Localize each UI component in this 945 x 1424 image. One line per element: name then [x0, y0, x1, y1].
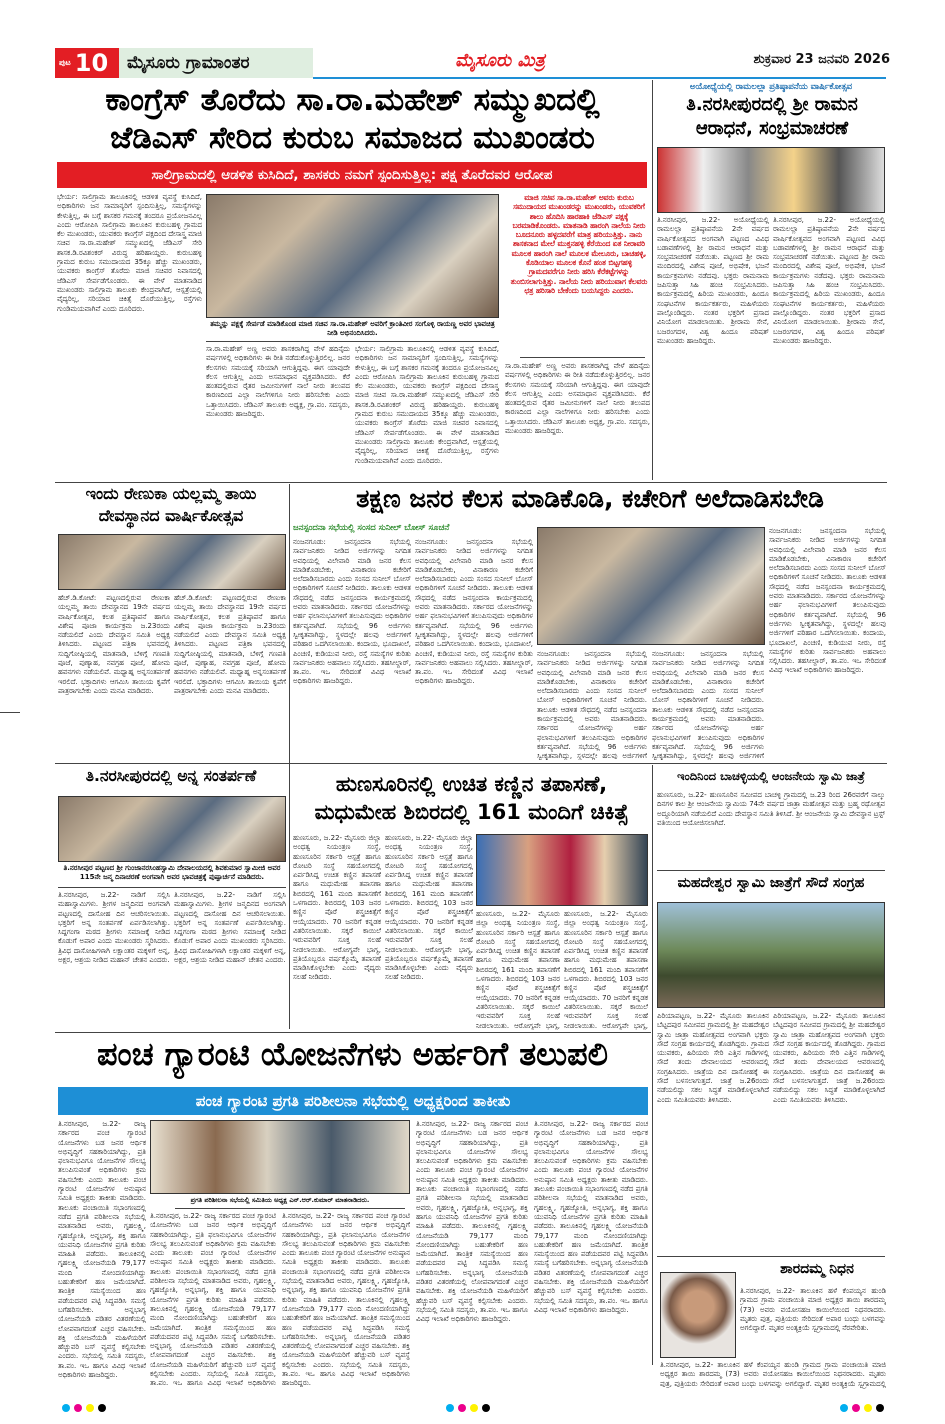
mahadeshwara-headline: ಮಹದೇಶ್ವರ ಸ್ವಾಮಿ ಜಾತ್ರೆಗೆ ಸೌದೆ ಸಂಗ್ರಹ [677, 876, 865, 891]
lead-photo-caption: ತಮ್ಮನ್ನು ಪಕ್ಷಕ್ಕೆ ಸೇರ್ಪಡೆ ಮಾಡಿಕೊಂಡ ಮಾಜಿ ಸಚಿವ ಸಾ.ರಾ.ಮಹೇಶ್ ಅವರಿಗೆ ಕ್ರಾಂತಿವೀರ ಸಂಗೊಳ್ಳಿ ರಾಯಣ್ಣ ಅವರ ಭಾವಚಿತ್ರ ನೀಡಿ ಅಭಿನಂದಿಸಿದರು. [210, 320, 495, 337]
obituary-body: ತಿ.ನರಸೀಪುರ, ಜ.22- ತಾಲೂಕಿನ ಹಳೆ ಕೆಂಪಯ್ಯನ ಹುಂಡಿ ಗ್ರಾಮದ ಗ್ರಾಮ ಪಂಚಾಯಿತಿ ಮಾಜಿ ಅಧ್ಯಕ್ಷರ ತಾಯಿ ಶಾರದಮ್ಮ (73) ಅವರು ವಯೋಸಹಜ ಕಾಯಿಲೆಯಿಂದ ನಿಧನರಾದರು. ಮೃತರು ಪುತ್ರ, ಪುತ್ರಿಯರು ಸೇರಿದಂತೆ ಅಪಾರ ಬಂಧು ಬಳಗವನ್ನು ಅಗಲಿದ್ದಾರೆ. ಮೃತರ ಅಂತ್ಯಕ್ರಿಯೆ ಸ್ವಗ್ರಾಮದಲ್ಲಿ ನೆರವೇರಿತು. [740, 1287, 886, 1333]
janaspandana-headline: ತಕ್ಷಣ ಜನರ ಕೆಲಸ ಮಾಡಿಕೊಡಿ, ಕಚೇರಿಗೆ ಅಲೆದಾಡಿಸಬೇಡಿ [356, 486, 824, 513]
hunsur-photo [476, 834, 648, 906]
guarantee-body-col5: ತಿ.ನರಸೀಪುರ, ಜ.22- ರಾಜ್ಯ ಸರ್ಕಾರದ ಪಂಚ ಗ್ಯಾರಂಟಿ ಯೋಜನೆಗಳು ಬಡ ಜನರ ಆರ್ಥಿಕ ಅಭಿವೃದ್ಧಿಗೆ ಸಹಕಾರಿಯಾಗಿದ್ದು, ಪ್ರತಿ ಫಲಾನುಭವಿಗೂ ಯೋಜನೆಗಳ ಸೌಲಭ್ಯ ತಲುಪಿಸುವಂತೆ ಅಧಿಕಾರಿಗಳು ಕ್ರಮ ವಹಿಸಬೇಕು ಎಂದು ತಾಲೂಕು ಪಂಚ ಗ್ಯಾರಂಟಿ ಯೋಜನೆಗಳ ಅನುಷ್ಠಾನ ಸಮಿತಿ ಅಧ್ಯಕ್ಷರು ತಾಕೀತು ಮಾಡಿದರು. ತಾಲೂಕು ಪಂಚಾಯಿತಿ ಸಭಾಂಗಣದಲ್ಲಿ ನಡೆದ ಪ್ರಗತಿ ಪರಿಶೀಲನಾ ಸಭೆಯಲ್ಲಿ ಮಾತನಾಡಿದ ಅವರು, ಗೃಹಲಕ್ಷ್ಮಿ, ಗೃಹಜ್ಯೋತಿ, ಅನ್ನಭಾಗ್ಯ, ಶಕ್ತಿ ಹಾಗೂ ಯುವನಿಧಿ ಯೋಜನೆಗಳ ಪ್ರಗತಿ ಕುರಿತು ಮಾಹಿತಿ ಪಡೆದರು. ತಾಲೂಕಿನಲ್ಲಿ ಗೃಹಲಕ್ಷ್ಮಿ ಯೋಜನೆಯಡಿ 79,177 ಮಂದಿ ನೋಂದಣಿಯಾಗಿದ್ದು ಬಹುತೇಕರಿಗೆ ಹಣ ಜಮೆಯಾಗಿದೆ. ತಾಂತ್ರಿಕ ಸಮಸ್ಯೆಯಿಂದ ಹಣ ಪಡೆಯದವರ ಪಟ್ಟಿ ಸಿದ್ಧಪಡಿಸಿ ಸಮಸ್ಯೆ ಬಗೆಹರಿಸಬೇಕು. ಅನ್ನಭಾಗ್ಯ ಯೋಜನೆಯಡಿ ಪಡಿತರ ವಿತರಣೆಯಲ್ಲಿ ಲೋಪವಾಗದಂತೆ ಎಚ್ಚರ ವಹಿಸಬೇಕು. ಶಕ್ತಿ ಯೋಜನೆಯಡಿ ಮಹಿಳೆಯರಿಗೆ ಹೆಚ್ಚುವರಿ ಬಸ್ ವ್ಯವಸ್ಥೆ ಕಲ್ಪಿಸಬೇಕು ಎಂದರು. ಸಭೆಯಲ್ಲಿ ಸಮಿತಿ ಸದಸ್ಯರು, ತಾ.ಪಂ. ಇಒ ಹಾಗೂ ವಿವಿಧ ಇಲಾಖೆ ಅಧಿಕಾರಿಗಳು ಹಾಜರಿದ್ದರು. [534, 1120, 648, 1314]
color-mark [74, 1404, 82, 1412]
obituary-headline: ಶಾರದಮ್ಮ ನಿಧನ [780, 1262, 854, 1277]
obituary-body-cont: ತಿ.ನರಸೀಪುರ, ಜ.22- ತಾಲೂಕಿನ ಹಳೆ ಕೆಂಪಯ್ಯನ ಹುಂಡಿ ಗ್ರಾಮದ ಗ್ರಾಮ ಪಂಚಾಯಿತಿ ಮಾಜಿ ಅಧ್ಯಕ್ಷರ ತಾಯಿ ಶಾರದಮ್ಮ (73) ಅವರು ವಯೋಸಹಜ ಕಾಯಿಲೆಯಿಂದ ನಿಧನರಾದರು. ಮೃತರು ಪುತ್ರ, ಪುತ್ರಿಯರು ಸೇರಿದಂತೆ ಅಪಾರ ಬಂಧು ಬಳಗವನ್ನು ಅಗಲಿದ್ದಾರೆ. ಮೃತರ ಅಂತ್ಯಕ್ರಿಯೆ ಸ್ವಗ್ರಾಮದಲ್ಲಿ [660, 1361, 886, 1388]
anna-headline: ತಿ.ನರಸೀಪುರದಲ್ಲಿ ಅನ್ನ ಸಂತರ್ಪಣೆ [85, 768, 257, 785]
renuka-photo [58, 534, 286, 590]
rama-headline-2: ಆರಾಧನೆ, ಸಂಭ್ರಮಾಚರಣೆ [695, 120, 849, 139]
renuka-headline-2: ದೇವಸ್ಥಾನದ ವಾರ್ಷಿಕೋತ್ಸವ [98, 508, 244, 525]
anna-body-col1: ತಿ.ನರಸೀಪುರ, ಜ.22- ನಾಡಿಗೆ ಸಲ್ಲಿಸಿ ಮಹಾಸ್ವಾಮಿಗಳು. ಶ್ರೀಗಳ ಜನ್ಮದಿನದ ಅಂಗವಾಗಿ ಪಟ್ಟಣದಲ್ಲಿ ದಾಸೋಹ ದಿನ ಆಚರಿಸಲಾಯಿತು. ಭಕ್ತರಿಗೆ ಅನ್ನ ಸಂತರ್ಪಣೆ ಏರ್ಪಡಿಸಲಾಗಿತ್ತು. ಸಿದ್ದಗಂಗಾ ಮಠದ ಶ್ರೀಗಳು ಸಮಾಜಕ್ಕೆ ನೀಡಿದ ಕೊಡುಗೆ ಅಪಾರ ಎಂದು ಮುಖಂಡರು ಸ್ಮರಿಸಿದರು. ತ್ರಿವಿಧ ದಾಸೋಹಿಗಳಾಗಿ ಲಕ್ಷಾಂತರ ಮಕ್ಕಳಿಗೆ ಅನ್ನ, ಅಕ್ಷರ, ಆಶ್ರಯ ನೀಡಿದ ಮಹಾನ್ ಚೇತನ ಎಂದರು. [58, 891, 170, 965]
page-number: 10 [74, 49, 109, 77]
guarantee-photo [150, 1120, 410, 1194]
lead-body-col3: ಭೇರ್ಯ: ಸಾಲಿಗ್ರಾಮ ತಾಲೂಕಿನಲ್ಲಿ ಆಡಳಿತ ವ್ಯವಸ್ಥೆ ಕುಸಿದಿದೆ, ಅಧಿಕಾರಿಗಳು ಜನ ಸಾಮಾನ್ಯರಿಗೆ ಸ್ಪಂದಿಸುತ್ತಿಲ್ಲ, ಸಮಸ್ಯೆಗಳನ್ನು ಕೇಳುತ್ತಿಲ್ಲ, ಈ ಬಗ್ಗೆ ಶಾಸಕರ ಗಮನಕ್ಕೆ ತಂದರೂ ಪ್ರಯೋಜನವಿಲ್ಲ ಎಂದು ಆರೋಪಿಸಿ ಸಾಲಿಗ್ರಾಮ ತಾಲೂಕಿನ ಕುರುಬಹಳ್ಳಿ ಗ್ರಾಮದ ಕೆಲ ಮುಖಂಡರು, ಯುವಕರು ಕಾಂಗ್ರೆಸ್ ಪಕ್ಷದಿಂದ ದೇಸಾಸ್ತ್ರ ಮಾಜಿ ಸಚಿವ ಸಾ.ರಾ.ಮಹೇಶ್ ಸಮ್ಮುಖದಲ್ಲಿ ಜೆಡಿಎಸ್ ಸೇರಿ ಶಾಸಕ.ಡಿ.ರವಿಶಂಕರ್ ವಿರುದ್ಧ ಹರಿಹಾಯ್ದರು. ಕುರುಬಹಳ್ಳಿ ಗ್ರಾಮದ ಕುರುಬ ಸಮುದಾಯದ 35ಕ್ಕೂ ಹೆಚ್ಚು ಮುಖಂಡರು, ಯುವಕರು ಕಾಂಗ್ರೆಸ್ ತೊರೆದು ಮಾಜಿ ಸಚಿವರ ನಿವಾಸದಲ್ಲಿ ಜೆಡಿಎಸ್ ಸೇರ್ಪಡೆಗೊಂಡರು. ಈ ವೇಳೆ ಮಾತನಾಡಿದ ಮುಖಂಡರು ಸಾಲಿಗ್ರಾಮ ತಾಲೂಕು ಕೇಂದ್ರವಾಗಿದೆ, ಆಸ್ಪತ್ರೆಯಲ್ಲಿ ವೈದ್ಯರಿಲ್ಲ, ಸರಿಯಾದ ಚಿಕಿತ್ಸೆ ದೊರೆಯುತ್ತಿಲ್ಲ, ರಸ್ತೆಗಳು ಗುಂಡಿಮಯವಾಗಿವೆ ಎಂದು ದೂರಿದರು. [355, 345, 499, 465]
anjaneya-headline: ಇಂದಿನಿಂದ ಬಾಚಳ್ಳಿಯಲ್ಲಿ ಆಂಜನೇಯ ಸ್ವಾಮಿ ಜಾತ್ರೆ [677, 770, 865, 783]
lead-headline-2: ಜೆಡಿಎಸ್ ಸೇರಿದ ಕುರುಬ ಸಮಾಜದ ಮುಖಂಡರು [110, 122, 595, 156]
lead-body-col1: ಭೇರ್ಯ: ಸಾಲಿಗ್ರಾಮ ತಾಲೂಕಿನಲ್ಲಿ ಆಡಳಿತ ವ್ಯವಸ್ಥೆ ಕುಸಿದಿದೆ, ಅಧಿಕಾರಿಗಳು ಜನ ಸಾಮಾನ್ಯರಿಗೆ ಸ್ಪಂದಿಸುತ್ತಿಲ್ಲ, ಸಮಸ್ಯೆಗಳನ್ನು ಕೇಳುತ್ತಿಲ್ಲ, ಈ ಬಗ್ಗೆ ಶಾಸಕರ ಗಮನಕ್ಕೆ ತಂದರೂ ಪ್ರಯೋಜನವಿಲ್ಲ ಎಂದು ಆರೋಪಿಸಿ ಸಾಲಿಗ್ರಾಮ ತಾಲೂಕಿನ ಕುರುಬಹಳ್ಳಿ ಗ್ರಾಮದ ಕೆಲ ಮುಖಂಡರು, ಯುವಕರು ಕಾಂಗ್ರೆಸ್ ಪಕ್ಷದಿಂದ ದೇಸಾಸ್ತ್ರ ಮಾಜಿ ಸಚಿವ ಸಾ.ರಾ.ಮಹೇಶ್ ಸಮ್ಮುಖದಲ್ಲಿ ಜೆಡಿಎಸ್ ಸೇರಿ ಶಾಸಕ.ಡಿ.ರವಿಶಂಕರ್ ವಿರುದ್ಧ ಹರಿಹಾಯ್ದರು. ಕುರುಬಹಳ್ಳಿ ಗ್ರಾಮದ ಕುರುಬ ಸಮುದಾಯದ 35ಕ್ಕೂ ಹೆಚ್ಚು ಮುಖಂಡರು, ಯುವಕರು ಕಾಂಗ್ರೆಸ್ ತೊರೆದು ಮಾಜಿ ಸಚಿವರ ನಿವಾಸದಲ್ಲಿ ಜೆಡಿಎಸ್ ಸೇರ್ಪಡೆಗೊಂಡರು. ಈ ವೇಳೆ ಮಾತನಾಡಿದ ಮುಖಂಡರು ಸಾಲಿಗ್ರಾಮ ತಾಲೂಕು ಕೇಂದ್ರವಾಗಿದೆ, ಆಸ್ಪತ್ರೆಯಲ್ಲಿ ವೈದ್ಯರಿಲ್ಲ, ಸರಿಯಾದ ಚಿಕಿತ್ಸೆ ದೊರೆಯುತ್ತಿಲ್ಲ, ರಸ್ತೆಗಳು ಗುಂಡಿಮಯವಾಗಿವೆ ಎಂದು ದೂರಿದರು. [57, 193, 202, 313]
janaspandana-body-col3: ನಂಜನಗೂಡು: ಜನಸ್ಪಂದನಾ ಸಭೆಯಲ್ಲಿ ಸಾರ್ವಜನಿಕರು ನೀಡಿದ ಅರ್ಜಿಗಳನ್ನು ನಿಗದಿತ ಅವಧಿಯಲ್ಲಿ ವಿಲೇವಾರಿ ಮಾಡಿ ಜನರ ಕೆಲಸ ಮಾಡಿಕೊಡಬೇಕು, ವಿನಾಕಾರಣ ಕಚೇರಿಗೆ ಅಲೆದಾಡಿಸಬಾರದು ಎಂದು ಸಂಸದ ಸುನೀಲ್ ಬೋಸ್ ಅಧಿಕಾರಿಗಳಿಗೆ ಸೂಚನೆ ನೀಡಿದರು. ತಾಲೂಕು ಆಡಳಿತ ಸೌಧದಲ್ಲಿ ನಡೆದ ಜನಸ್ಪಂದನಾ ಕಾರ್ಯಕ್ರಮದಲ್ಲಿ ಅವರು ಮಾತನಾಡಿದರು. ಸರ್ಕಾರದ ಯೋಜನೆಗಳನ್ನು ಅರ್ಹ ಫಲಾನುಭವಿಗಳಿಗೆ ತಲುಪಿಸುವುದು ಅಧಿಕಾರಿಗಳ ಕರ್ತವ್ಯವಾಗಿದೆ. ಸಭೆಯಲ್ಲಿ 96 ಅರ್ಜಿಗಳು ಸ್ವೀಕೃತವಾಗಿದ್ದು, ಸ್ಥಳದಲ್ಲೇ ಹಲವು ಅರ್ಜಿಗಳಿಗೆ [537, 650, 647, 760]
renuka-body-col1: ಹೆಚ್.ಡಿ.ಕೋಟೆ: ಪಟ್ಟಣದಲ್ಲಿರುವ ರೇಣುಕಾ ಯಲ್ಲಮ್ಮ ತಾಯಿ ದೇವಸ್ಥಾನದ 19ನೇ ವರ್ಷದ ವಾರ್ಷಿಕೋತ್ಸವ, ಕಲಶ ಪ್ರತಿಷ್ಠಾಪನೆ ಹಾಗೂ ವಿಶೇಷ ಪೂಜಾ ಕಾರ್ಯಕ್ರಮ ಜ.23ರಂದು ನಡೆಯಲಿದೆ ಎಂದು ದೇವಸ್ಥಾನ ಸಮಿತಿ ಅಧ್ಯಕ್ಷ ತಿಳಿಸಿದರು. ಪಟ್ಟಣದ ಪತ್ರಿಕಾ ಭವನದಲ್ಲಿ ಸುದ್ದಿಗೋಷ್ಠಿಯಲ್ಲಿ ಮಾತನಾಡಿ, ಬೆಳಿಗ್ಗೆ ಗಣಪತಿ ಪೂಜೆ, ಪುಣ್ಯಾಹ, ನವಗ್ರಹ ಪೂಜೆ, ಹೋಮ ಹವನಗಳು ನಡೆಯಲಿವೆ. ಮಧ್ಯಾಹ್ನ ಅನ್ನಸಂತರ್ಪಣೆ ಇರಲಿದೆ. ಭಕ್ತಾದಿಗಳು ಆಗಮಿಸಿ ತಾಯಿಯ ಕೃಪೆಗೆ ಪಾತ್ರರಾಗಬೇಕು ಎಂದು ಮನವಿ ಮಾಡಿದರು. [58, 594, 170, 695]
janaspandana-body-col5: ನಂಜನಗೂಡು: ಜನಸ್ಪಂದನಾ ಸಭೆಯಲ್ಲಿ ಸಾರ್ವಜನಿಕರು ನೀಡಿದ ಅರ್ಜಿಗಳನ್ನು ನಿಗದಿತ ಅವಧಿಯಲ್ಲಿ ವಿಲೇವಾರಿ ಮಾಡಿ ಜನರ ಕೆಲಸ ಮಾಡಿಕೊಡಬೇಕು, ವಿನಾಕಾರಣ ಕಚೇರಿಗೆ ಅಲೆದಾಡಿಸಬಾರದು ಎಂದು ಸಂಸದ ಸುನೀಲ್ ಬೋಸ್ ಅಧಿಕಾರಿಗಳಿಗೆ ಸೂಚನೆ ನೀಡಿದರು. ತಾಲೂಕು ಆಡಳಿತ ಸೌಧದಲ್ಲಿ ನಡೆದ ಜನಸ್ಪಂದನಾ ಕಾರ್ಯಕ್ರಮದಲ್ಲಿ ಅವರು ಮಾತನಾಡಿದರು. ಸರ್ಕಾರದ ಯೋಜನೆಗಳನ್ನು ಅರ್ಹ ಫಲಾನುಭವಿಗಳಿಗೆ ತಲುಪಿಸುವುದು ಅಧಿಕಾರಿಗಳ ಕರ್ತವ್ಯವಾಗಿದೆ. ಸಭೆಯಲ್ಲಿ 96 ಅರ್ಜಿಗಳು ಸ್ವೀಕೃತವಾಗಿದ್ದು, ಸ್ಥಳದಲ್ಲೇ ಹಲವು ಅರ್ಜಿಗಳಿಗೆ ಪರಿಹಾರ ಒದಗಿಸಲಾಯಿತು. ಕಂದಾಯ, ಭೂದಾಖಲೆ, ಪಿಂಚಣಿ, ಕುಡಿಯುವ ನೀರು, ರಸ್ತೆ ಸಮಸ್ಯೆಗಳ ಕುರಿತು ಸಾರ್ವಜನಿಕರು ಅಹವಾಲು ಸಲ್ಲಿಸಿದರು. ತಹಸೀಲ್ದಾರ್, ತಾ.ಪಂ. ಇಒ ಸೇರಿದಂತೆ ವಿವಿಧ ಇಲಾಖೆ ಅಧಿಕಾರಿಗಳು ಹಾಜರಿದ್ದರು. [769, 527, 886, 675]
guarantee-headline: ಪಂಚ ಗ್ಯಾರಂಟಿ ಯೋಜನೆಗಳು ಅರ್ಹರಿಗೆ ತಲುಪಲಿ [97, 1038, 608, 1073]
guarantee-body-col4: ತಿ.ನರಸೀಪುರ, ಜ.22- ರಾಜ್ಯ ಸರ್ಕಾರದ ಪಂಚ ಗ್ಯಾರಂಟಿ ಯೋಜನೆಗಳು ಬಡ ಜನರ ಆರ್ಥಿಕ ಅಭಿವೃದ್ಧಿಗೆ ಸಹಕಾರಿಯಾಗಿದ್ದು, ಪ್ರತಿ ಫಲಾನುಭವಿಗೂ ಯೋಜನೆಗಳ ಸೌಲಭ್ಯ ತಲುಪಿಸುವಂತೆ ಅಧಿಕಾರಿಗಳು ಕ್ರಮ ವಹಿಸಬೇಕು ಎಂದು ತಾಲೂಕು ಪಂಚ ಗ್ಯಾರಂಟಿ ಯೋಜನೆಗಳ ಅನುಷ್ಠಾನ ಸಮಿತಿ ಅಧ್ಯಕ್ಷರು ತಾಕೀತು ಮಾಡಿದರು. ತಾಲೂಕು ಪಂಚಾಯಿತಿ ಸಭಾಂಗಣದಲ್ಲಿ ನಡೆದ ಪ್ರಗತಿ ಪರಿಶೀಲನಾ ಸಭೆಯಲ್ಲಿ ಮಾತನಾಡಿದ ಅವರು, ಗೃಹಲಕ್ಷ್ಮಿ, ಗೃಹಜ್ಯೋತಿ, ಅನ್ನಭಾಗ್ಯ, ಶಕ್ತಿ ಹಾಗೂ ಯುವನಿಧಿ ಯೋಜನೆಗಳ ಪ್ರಗತಿ ಕುರಿತು ಮಾಹಿತಿ ಪಡೆದರು. ತಾಲೂಕಿನಲ್ಲಿ ಗೃಹಲಕ್ಷ್ಮಿ ಯೋಜನೆಯಡಿ 79,177 ಮಂದಿ ನೋಂದಣಿಯಾಗಿದ್ದು ಬಹುತೇಕರಿಗೆ ಹಣ ಜಮೆಯಾಗಿದೆ. ತಾಂತ್ರಿಕ ಸಮಸ್ಯೆಯಿಂದ ಹಣ ಪಡೆಯದವರ ಪಟ್ಟಿ ಸಿದ್ಧಪಡಿಸಿ ಸಮಸ್ಯೆ ಬಗೆಹರಿಸಬೇಕು. ಅನ್ನಭಾಗ್ಯ ಯೋಜನೆಯಡಿ ಪಡಿತರ ವಿತರಣೆಯಲ್ಲಿ ಲೋಪವಾಗದಂತೆ ಎಚ್ಚರ ವಹಿಸಬೇಕು. ಶಕ್ತಿ ಯೋಜನೆಯಡಿ ಮಹಿಳೆಯರಿಗೆ ಹೆಚ್ಚುವರಿ ಬಸ್ ವ್ಯವಸ್ಥೆ ಕಲ್ಪಿಸಬೇಕು ಎಂದರು. ಸಭೆಯಲ್ಲಿ ಸಮಿತಿ ಸದಸ್ಯರು, ತಾ.ಪಂ. ಇಒ ಹಾಗೂ ವಿವಿಧ ಇಲಾಖೆ ಅಧಿಕಾರಿಗಳು ಹಾಜರಿದ್ದರು. [416, 1120, 528, 1324]
color-mark [470, 1404, 478, 1412]
hunsur-body-col3: ಹುಣಸೂರು, ಜ.22- ಮೈಸೂರು ಜಿಲ್ಲಾ ಅಂಧತ್ವ ನಿಯಂತ್ರಣ ಸಂಸ್ಥೆ, ಹುಣಸೂರಿನ ಸರ್ಕಾರಿ ಆಸ್ಪತ್ರೆ ಹಾಗೂ ರೋಟರಿ ಸಂಸ್ಥೆ ಸಹಯೋಗದಲ್ಲಿ ಏರ್ಪಡಿಸಿದ್ದ ಉಚಿತ ಕಣ್ಣಿನ ತಪಾಸಣೆ ಹಾಗೂ ಮಧುಮೇಹ ತಪಾಸಣಾ ಶಿಬಿರದಲ್ಲಿ 161 ಮಂದಿ ತಪಾಸಣೆಗೆ ಒಳಗಾದರು. ಶಿಬಿರದಲ್ಲಿ 103 ಜನರ ಕಣ್ಣಿನ ಪೊರೆ ಶಸ್ತ್ರಚಿಕಿತ್ಸೆಗೆ ಆಯ್ಕೆಯಾದರು. 70 ಜನರಿಗೆ ಕನ್ನಡಕ ವಿತರಿಸಲಾಯಿತು. ಸಕ್ಕರೆ ಕಾಯಿಲೆ ಇರುವವರಿಗೆ ಸೂಕ್ತ ಸಲಹೆ ನೀಡಲಾಯಿತು. ಆರೋಗ್ಯವೇ ಭಾಗ್ಯ, [476, 910, 560, 1030]
color-mark [446, 1404, 454, 1412]
anna-body-col2: ತಿ.ನರಸೀಪುರ, ಜ.22- ನಾಡಿಗೆ ಸಲ್ಲಿಸಿ ಮಹಾಸ್ವಾಮಿಗಳು. ಶ್ರೀಗಳ ಜನ್ಮದಿನದ ಅಂಗವಾಗಿ ಪಟ್ಟಣದಲ್ಲಿ ದಾಸೋಹ ದಿನ ಆಚರಿಸಲಾಯಿತು. ಭಕ್ತರಿಗೆ ಅನ್ನ ಸಂತರ್ಪಣೆ ಏರ್ಪಡಿಸಲಾಗಿತ್ತು. ಸಿದ್ದಗಂಗಾ ಮಠದ ಶ್ರೀಗಳು ಸಮಾಜಕ್ಕೆ ನೀಡಿದ ಕೊಡುಗೆ ಅಪಾರ ಎಂದು ಮುಖಂಡರು ಸ್ಮರಿಸಿದರು. ತ್ರಿವಿಧ ದಾಸೋಹಿಗಳಾಗಿ ಲಕ್ಷಾಂತರ ಮಕ್ಕಳಿಗೆ ಅನ್ನ, ಅಕ್ಷರ, ಆಶ್ರಯ ನೀಡಿದ ಮಹಾನ್ ಚೇತನ ಎಂದರು. [174, 891, 286, 965]
anna-photo-caption: ತಿ.ನರಸೀಪುರ ಪಟ್ಟಣದ ಶ್ರೀ ಗುಂಜಾನರಸಿಂಹಸ್ವಾಮಿ ದೇವಾಲಯದಲ್ಲಿ ಶಿವಕುಮಾರ ಸ್ವಾಮೀಜಿ ಅವರ 115ನೇ ಜನ್ಮ ದಿನಾಚರಣೆ ಅಂಗವಾಗಿ ಅವರ ಭಾವಚಿತ್ರಕ್ಕೆ ಪುಷ್ಪಾರ್ಚನೆ ಮಾಡಿದರು. [63, 864, 281, 881]
guarantee-body-col1: ತಿ.ನರಸೀಪುರ, ಜ.22- ರಾಜ್ಯ ಸರ್ಕಾರದ ಪಂಚ ಗ್ಯಾರಂಟಿ ಯೋಜನೆಗಳು ಬಡ ಜನರ ಆರ್ಥಿಕ ಅಭಿವೃದ್ಧಿಗೆ ಸಹಕಾರಿಯಾಗಿದ್ದು, ಪ್ರತಿ ಫಲಾನುಭವಿಗೂ ಯೋಜನೆಗಳ ಸೌಲಭ್ಯ ತಲುಪಿಸುವಂತೆ ಅಧಿಕಾರಿಗಳು ಕ್ರಮ ವಹಿಸಬೇಕು ಎಂದು ತಾಲೂಕು ಪಂಚ ಗ್ಯಾರಂಟಿ ಯೋಜನೆಗಳ ಅನುಷ್ಠಾನ ಸಮಿತಿ ಅಧ್ಯಕ್ಷರು ತಾಕೀತು ಮಾಡಿದರು. ತಾಲೂಕು ಪಂಚಾಯಿತಿ ಸಭಾಂಗಣದಲ್ಲಿ ನಡೆದ ಪ್ರಗತಿ ಪರಿಶೀಲನಾ ಸಭೆಯಲ್ಲಿ ಮಾತನಾಡಿದ ಅವರು, ಗೃಹಲಕ್ಷ್ಮಿ, ಗೃಹಜ್ಯೋತಿ, ಅನ್ನಭಾಗ್ಯ, ಶಕ್ತಿ ಹಾಗೂ ಯುವನಿಧಿ ಯೋಜನೆಗಳ ಪ್ರಗತಿ ಕುರಿತು ಮಾಹಿತಿ ಪಡೆದರು. ತಾಲೂಕಿನಲ್ಲಿ ಗೃಹಲಕ್ಷ್ಮಿ ಯೋಜನೆಯಡಿ 79,177 ಮಂದಿ ನೋಂದಣಿಯಾಗಿದ್ದು ಬಹುತೇಕರಿಗೆ ಹಣ ಜಮೆಯಾಗಿದೆ. ತಾಂತ್ರಿಕ ಸಮಸ್ಯೆಯಿಂದ ಹಣ ಪಡೆಯದವರ ಪಟ್ಟಿ ಸಿದ್ಧಪಡಿಸಿ ಸಮಸ್ಯೆ ಬಗೆಹರಿಸಬೇಕು. ಅನ್ನಭಾಗ್ಯ ಯೋಜನೆಯಡಿ ಪಡಿತರ ವಿತರಣೆಯಲ್ಲಿ ಲೋಪವಾಗದಂತೆ ಎಚ್ಚರ ವಹಿಸಬೇಕು. ಶಕ್ತಿ ಯೋಜನೆಯಡಿ ಮಹಿಳೆಯರಿಗೆ ಹೆಚ್ಚುವರಿ ಬಸ್ ವ್ಯವಸ್ಥೆ ಕಲ್ಪಿಸಬೇಕು ಎಂದರು. ಸಭೆಯಲ್ಲಿ ಸಮಿತಿ ಸದಸ್ಯರು, ತಾ.ಪಂ. ಇಒ ಹಾಗೂ ವಿವಿಧ ಇಲಾಖೆ ಅಧಿಕಾರಿಗಳು ಹಾಜರಿದ್ದರು. [58, 1120, 146, 1380]
janaspandana-body-col2: ನಂಜನಗೂಡು: ಜನಸ್ಪಂದನಾ ಸಭೆಯಲ್ಲಿ ಸಾರ್ವಜನಿಕರು ನೀಡಿದ ಅರ್ಜಿಗಳನ್ನು ನಿಗದಿತ ಅವಧಿಯಲ್ಲಿ ವಿಲೇವಾರಿ ಮಾಡಿ ಜನರ ಕೆಲಸ ಮಾಡಿಕೊಡಬೇಕು, ವಿನಾಕಾರಣ ಕಚೇರಿಗೆ ಅಲೆದಾಡಿಸಬಾರದು ಎಂದು ಸಂಸದ ಸುನೀಲ್ ಬೋಸ್ ಅಧಿಕಾರಿಗಳಿಗೆ ಸೂಚನೆ ನೀಡಿದರು. ತಾಲೂಕು ಆಡಳಿತ ಸೌಧದಲ್ಲಿ ನಡೆದ ಜನಸ್ಪಂದನಾ ಕಾರ್ಯಕ್ರಮದಲ್ಲಿ ಅವರು ಮಾತನಾಡಿದರು. ಸರ್ಕಾರದ ಯೋಜನೆಗಳನ್ನು ಅರ್ಹ ಫಲಾನುಭವಿಗಳಿಗೆ ತಲುಪಿಸುವುದು ಅಧಿಕಾರಿಗಳ ಕರ್ತವ್ಯವಾಗಿದೆ. ಸಭೆಯಲ್ಲಿ 96 ಅರ್ಜಿಗಳು ಸ್ವೀಕೃತವಾಗಿದ್ದು, ಸ್ಥಳದಲ್ಲೇ ಹಲವು ಅರ್ಜಿಗಳಿಗೆ ಪರಿಹಾರ ಒದಗಿಸಲಾಯಿತು. ಕಂದಾಯ, ಭೂದಾಖಲೆ, ಪಿಂಚಣಿ, ಕುಡಿಯುವ ನೀರು, ರಸ್ತೆ ಸಮಸ್ಯೆಗಳ ಕುರಿತು ಸಾರ್ವಜನಿಕರು ಅಹವಾಲು ಸಲ್ಲಿಸಿದರು. ತಹಸೀಲ್ದಾರ್, ತಾ.ಪಂ. ಇಒ ಸೇರಿದಂತೆ ವಿವಿಧ ಇಲಾಖೆ ಅಧಿಕಾರಿಗಳು ಹಾಜರಿದ್ದರು. [415, 538, 533, 686]
lead-body-col4: ಸಾ.ರಾ.ಮಹೇಶ್ ಅಣ್ಣ ಅವರು ಶಾಸಕರಾಗಿದ್ದ ವೇಳೆ ಹದಿನೈದು ವರ್ಷಗಳಲ್ಲಿ ಅಧಿಕಾರಿಗಳು ಈ ರೀತಿ ನಡೆದುಕೊಳ್ಳುತ್ತಿರಲಿಲ್ಲ. ಜನರ ಕೆಲಸಗಳು ಸಮಯಕ್ಕೆ ಸರಿಯಾಗಿ ಆಗುತ್ತಿದ್ದವು. ಈಗ ಯಾವುದೇ ಕೆಲಸ ಆಗುತ್ತಿಲ್ಲ ಎಂದು ಅಸಮಾಧಾನ ವ್ಯಕ್ತಪಡಿಸಿದರು. ಕೆರೆ ಹಂತದಲ್ಲಿರುವ ರೈತರ ಜಮೀನುಗಳಿಗೆ ನಾಲೆ ನೀರು ತಲುಪದ ಕಾರಣದಿಂದ ಎಲ್ಲಾ ನಾಲೆಗಳಿಗೂ ನೀರು ಹರಿಸಬೇಕು ಎಂದು ಒತ್ತಾಯಿಸಿದರು. ಜೆಡಿಎಸ್ ತಾಲೂಕು ಅಧ್ಯಕ್ಷ, ಗ್ರಾ.ಪಂ. ಸದಸ್ಯರು, ಮುಖಂಡರು ಹಾಜರಿದ್ದರು. [505, 362, 650, 436]
janaspandana-subhead: ಜನಸ್ಪಂದನಾ ಸಭೆಯಲ್ಲಿ ಸಂಸದ ಸುನೀಲ್ ಬೋಸ್ ಸೂಚನೆ [293, 523, 450, 533]
lead-headline-1: ಕಾಂಗ್ರೆಸ್ ತೊರೆದು ಸಾ.ರಾ.ಮಹೇಶ್ ಸಮ್ಮುಖದಲ್ಲಿ [105, 84, 600, 118]
page-number-badge [55, 48, 119, 78]
janaspandana-body-col4: ನಂಜನಗೂಡು: ಜನಸ್ಪಂದನಾ ಸಭೆಯಲ್ಲಿ ಸಾರ್ವಜನಿಕರು ನೀಡಿದ ಅರ್ಜಿಗಳನ್ನು ನಿಗದಿತ ಅವಧಿಯಲ್ಲಿ ವಿಲೇವಾರಿ ಮಾಡಿ ಜನರ ಕೆಲಸ ಮಾಡಿಕೊಡಬೇಕು, ವಿನಾಕಾರಣ ಕಚೇರಿಗೆ ಅಲೆದಾಡಿಸಬಾರದು ಎಂದು ಸಂಸದ ಸುನೀಲ್ ಬೋಸ್ ಅಧಿಕಾರಿಗಳಿಗೆ ಸೂಚನೆ ನೀಡಿದರು. ತಾಲೂಕು ಆಡಳಿತ ಸೌಧದಲ್ಲಿ ನಡೆದ ಜನಸ್ಪಂದನಾ ಕಾರ್ಯಕ್ರಮದಲ್ಲಿ ಅವರು ಮಾತನಾಡಿದರು. ಸರ್ಕಾರದ ಯೋಜನೆಗಳನ್ನು ಅರ್ಹ ಫಲಾನುಭವಿಗಳಿಗೆ ತಲುಪಿಸುವುದು ಅಧಿಕಾರಿಗಳ ಕರ್ತವ್ಯವಾಗಿದೆ. ಸಭೆಯಲ್ಲಿ 96 ಅರ್ಜಿಗಳು ಸ್ವೀಕೃತವಾಗಿದ್ದು, ಸ್ಥಳದಲ್ಲೇ ಹಲವು ಅರ್ಜಿಗಳಿಗೆ [652, 650, 764, 760]
mahadeshwara-body-col2: ಪಿರಿಯಾಪಟ್ಟಣ, ಜ.22- ಮೈಸೂರು ತಾಲೂಕಿನ ಬೆಟ್ಟದಪುರ ಸಮೀಪದ ಗ್ರಾಮದಲ್ಲಿ ಶ್ರೀ ಮಹದೇಶ್ವರ ಸ್ವಾಮಿ ಜಾತ್ರಾ ಮಹೋತ್ಸವದ ಅಂಗವಾಗಿ ಭಕ್ತರು ಸೌದೆ ಸಂಗ್ರಹ ಕಾರ್ಯದಲ್ಲಿ ತೊಡಗಿದ್ದರು. ಗ್ರಾಮದ ಯುವಕರು, ಹಿರಿಯರು ಸೇರಿ ಎತ್ತಿನ ಗಾಡಿಗಳಲ್ಲಿ ಸೌದೆ ತಂದು ದೇವಾಲಯದ ಆವರಣದಲ್ಲಿ ಸಂಗ್ರಹಿಸಿದರು. ಜಾತ್ರೆಯ ದಿನ ದಾಸೋಹಕ್ಕೆ ಈ ಸೌದೆ ಬಳಸಲಾಗುತ್ತದೆ. ಜಾತ್ರೆ ಜ.26ರಂದು ನಡೆಯಲಿದ್ದು ಸಕಲ ಸಿದ್ಧತೆ ಮಾಡಿಕೊಳ್ಳಲಾಗಿದೆ ಎಂದು ಸಮಿತಿಯವರು ತಿಳಿಸಿದರು. [773, 1012, 885, 1104]
color-mark [852, 1404, 860, 1412]
color-mark [876, 1404, 884, 1412]
rama-body-col2: ತಿ.ನರಸೀಪುರ, ಜ.22- ಅಯೋಧ್ಯೆಯಲ್ಲಿ ರಾಮಲಲ್ಲಾ ಪ್ರತಿಷ್ಠಾಪನೆಯ 2ನೇ ವರ್ಷದ ವಾರ್ಷಿಕೋತ್ಸವದ ಅಂಗವಾಗಿ ಪಟ್ಟಣದ ವಿವಿಧ ಬಡಾವಣೆಗಳಲ್ಲಿ ಶ್ರೀ ರಾಮನ ಆರಾಧನೆ ಮತ್ತು ಸಂಭ್ರಮಾಚರಣೆ ನಡೆಯಿತು. ಪಟ್ಟಣದ ಶ್ರೀ ರಾಮ ಮಂದಿರದಲ್ಲಿ ವಿಶೇಷ ಪೂಜೆ, ಅಭಿಷೇಕ, ಭಜನೆ ಕಾರ್ಯಕ್ರಮಗಳು ನಡೆದವು. ಭಕ್ತರು ರಾಮನಾಮ ಜಪಿಸುತ್ತಾ ಸಿಹಿ ಹಂಚಿ ಸಂಭ್ರಮಿಸಿದರು. ಕಾರ್ಯಕ್ರಮದಲ್ಲಿ ಹಿರಿಯ ಮುಖಂಡರು, ಹಿಂದೂ ಸಂಘಟನೆಗಳ ಕಾರ್ಯಕರ್ತರು, ಮಹಿಳೆಯರು ಪಾಲ್ಗೊಂಡಿದ್ದರು. ನಂತರ ಭಕ್ತರಿಗೆ ಪ್ರಸಾದ ವಿನಿಯೋಗ ಮಾಡಲಾಯಿತು. ಶ್ರೀರಾಮ ಸೇನೆ, ಬಜರಂಗದಳ, ವಿಶ್ವ ಹಿಂದೂ ಪರಿಷತ್ ಮುಖಂಡರು ಹಾಜರಿದ್ದರು. [773, 216, 885, 345]
lead-subhead-bar: ಸಾಲಿಗ್ರಾಮದಲ್ಲಿ ಆಡಳಿತ ಕುಸಿದಿದೆ, ಶಾಸಕರು ನಮಗೆ ಸ್ಪಂದಿಸುತ್ತಿಲ್ಲ: ಪಕ್ಷ ತೊರೆದವರ ಆರೋಪ [57, 162, 647, 188]
guarantee-photo-caption: ಪ್ರಗತಿ ಪರಿಶೀಲನಾ ಸಭೆಯಲ್ಲಿ ಸಮಿತಿಯ ಅಧ್ಯಕ್ಷ ಎನ್.ಆರ್.ಕುಮಾರ್ ಮಾತನಾಡಿದರು. [190, 1196, 370, 1204]
rama-photo [657, 147, 885, 213]
rama-kicker: ಅಯೋಧ್ಯೆಯಲ್ಲಿ ರಾಮಲಲ್ಲಾ ಪ್ರತಿಷ್ಠಾಪನೆಯ ವಾರ್ಷಿಕೋತ್ಸವ [689, 82, 853, 92]
section-label: ಮೈಸೂರು ಗ್ರಾಮಾಂತರ [119, 48, 313, 78]
lead-quote-box: ಮಾಜಿ ಸಚಿವ ಸಾ.ರಾ.ಮಹೇಶ್ ಅವರು ಕುರುಬ ಸಮುದಾಯದ ಮುಖಂಡರನ್ನು ಮುಖಂಡರು, ಯುವಕರಿಗೆ ಶಾಲು ಹೊದಿಸಿ ಹಾರಹಾಕಿ ಜೆಡಿಎಸ್ ಪಕ್ಷಕ್ಕೆ ಬರಮಾಡಿಕೊಂಡರು. ಮಾತನಾಡಿ ಹಾರಂಗಿ ನಾಲೆಯ ನೀರು ಬೂದನೂರು ಹಳ್ಳದವರೆಗೆ ಮಾತ್ರ ಹರಿಯುತ್ತಿತ್ತು. ನಾನು ಶಾಸಕನಾದ ಮೇಲೆ ಮುಕ್ತನಹಳ್ಳಿ ಕೆರೆಯಿಂದ ಏತ ನೀರಾವರಿ ಮೂಲಕ ಹಾರಂಗಿ ನಾಲೆ ಮೂಲಕ ಮೇಲೂರು, ಬಾಚಹಳ್ಳಿ, ಕೊಡಿಯಾಲ ಮೂಲಕ ಕೊನೆ ಹಂತ ಬಿಟ್ಟಗಹಳ್ಳಿ ಗ್ರಾಮದವರೆಗೂ ನೀರು ಹರಿಸಿ ಕೆರೆಕಟ್ಟೆಗಳನ್ನು ತುಂಬಿಸಲಾಗುತ್ತಿತ್ತು. ನಾಲೆಯ ನೀರು ಹರಿಯುವಾಗ ಕೆಲವರು ಛತ್ರ ಹರಿಸಾರಿ ಬೇಕೆಂದು ಬಯಸಿದ್ದರು ಎಂದರು. [510, 193, 648, 295]
margin-mark [0, 712, 20, 713]
masthead-logo: ಮೈಸೂರು ಮಿತ್ರ [455, 50, 545, 71]
guarantee-body-col2: ತಿ.ನರಸೀಪುರ, ಜ.22- ರಾಜ್ಯ ಸರ್ಕಾರದ ಪಂಚ ಗ್ಯಾರಂಟಿ ಯೋಜನೆಗಳು ಬಡ ಜನರ ಆರ್ಥಿಕ ಅಭಿವೃದ್ಧಿಗೆ ಸಹಕಾರಿಯಾಗಿದ್ದು, ಪ್ರತಿ ಫಲಾನುಭವಿಗೂ ಯೋಜನೆಗಳ ಸೌಲಭ್ಯ ತಲುಪಿಸುವಂತೆ ಅಧಿಕಾರಿಗಳು ಕ್ರಮ ವಹಿಸಬೇಕು ಎಂದು ತಾಲೂಕು ಪಂಚ ಗ್ಯಾರಂಟಿ ಯೋಜನೆಗಳ ಅನುಷ್ಠಾನ ಸಮಿತಿ ಅಧ್ಯಕ್ಷರು ತಾಕೀತು ಮಾಡಿದರು. ತಾಲೂಕು ಪಂಚಾಯಿತಿ ಸಭಾಂಗಣದಲ್ಲಿ ನಡೆದ ಪ್ರಗತಿ ಪರಿಶೀಲನಾ ಸಭೆಯಲ್ಲಿ ಮಾತನಾಡಿದ ಅವರು, ಗೃಹಲಕ್ಷ್ಮಿ, ಗೃಹಜ್ಯೋತಿ, ಅನ್ನಭಾಗ್ಯ, ಶಕ್ತಿ ಹಾಗೂ ಯುವನಿಧಿ ಯೋಜನೆಗಳ ಪ್ರಗತಿ ಕುರಿತು ಮಾಹಿತಿ ಪಡೆದರು. ತಾಲೂಕಿನಲ್ಲಿ ಗೃಹಲಕ್ಷ್ಮಿ ಯೋಜನೆಯಡಿ 79,177 ಮಂದಿ ನೋಂದಣಿಯಾಗಿದ್ದು ಬಹುತೇಕರಿಗೆ ಹಣ ಜಮೆಯಾಗಿದೆ. ತಾಂತ್ರಿಕ ಸಮಸ್ಯೆಯಿಂದ ಹಣ ಪಡೆಯದವರ ಪಟ್ಟಿ ಸಿದ್ಧಪಡಿಸಿ ಸಮಸ್ಯೆ ಬಗೆಹರಿಸಬೇಕು. ಅನ್ನಭಾಗ್ಯ ಯೋಜನೆಯಡಿ ಪಡಿತರ ವಿತರಣೆಯಲ್ಲಿ ಲೋಪವಾಗದಂತೆ ಎಚ್ಚರ ವಹಿಸಬೇಕು. ಶಕ್ತಿ ಯೋಜನೆಯಡಿ ಮಹಿಳೆಯರಿಗೆ ಹೆಚ್ಚುವರಿ ಬಸ್ ವ್ಯವಸ್ಥೆ ಕಲ್ಪಿಸಬೇಕು ಎಂದರು. ಸಭೆಯಲ್ಲಿ ಸಮಿತಿ ಸದಸ್ಯರು, ತಾ.ಪಂ. ಇಒ ಹಾಗೂ ವಿವಿಧ ಇಲಾಖೆ ಅಧಿಕಾರಿಗಳು [150, 1212, 276, 1388]
mahadeshwara-body-col1: ಪಿರಿಯಾಪಟ್ಟಣ, ಜ.22- ಮೈಸೂರು ತಾಲೂಕಿನ ಬೆಟ್ಟದಪುರ ಸಮೀಪದ ಗ್ರಾಮದಲ್ಲಿ ಶ್ರೀ ಮಹದೇಶ್ವರ ಸ್ವಾಮಿ ಜಾತ್ರಾ ಮಹೋತ್ಸವದ ಅಂಗವಾಗಿ ಭಕ್ತರು ಸೌದೆ ಸಂಗ್ರಹ ಕಾರ್ಯದಲ್ಲಿ ತೊಡಗಿದ್ದರು. ಗ್ರಾಮದ ಯುವಕರು, ಹಿರಿಯರು ಸೇರಿ ಎತ್ತಿನ ಗಾಡಿಗಳಲ್ಲಿ ಸೌದೆ ತಂದು ದೇವಾಲಯದ ಆವರಣದಲ್ಲಿ ಸಂಗ್ರಹಿಸಿದರು. ಜಾತ್ರೆಯ ದಿನ ದಾಸೋಹಕ್ಕೆ ಈ ಸೌದೆ ಬಳಸಲಾಗುತ್ತದೆ. ಜಾತ್ರೆ ಜ.26ರಂದು ನಡೆಯಲಿದ್ದು ಸಕಲ ಸಿದ್ಧತೆ ಮಾಡಿಕೊಳ್ಳಲಾಗಿದೆ ಎಂದು ಸಮಿತಿಯವರು ತಿಳಿಸಿದರು. [657, 1012, 769, 1104]
color-mark [98, 1404, 106, 1412]
anjaneya-body: ಹುಣಸೂರು, ಜ.22- ಹುಣಸೂರಿನ ಸಮೀಪದ ಬಾಚಳ್ಳಿ ಗ್ರಾಮದಲ್ಲಿ ಜ.23 ರಿಂದ 26ರವರೆಗೆ ನಾಲ್ಕು ದಿನಗಳ ಕಾಲ ಶ್ರೀ ಆಂಜನೇಯ ಸ್ವಾಮಿಯ 74ನೇ ವರ್ಷದ ಜಾತ್ರಾ ಮಹೋತ್ಸವ ಮತ್ತು ಬ್ರಹ್ಮ ರಥೋತ್ಸವ ಅದ್ದೂರಿಯಾಗಿ ನಡೆಯಲಿದೆ ಎಂದು ದೇವಸ್ಥಾನ ಸಮಿತಿ ತಿಳಿಸಿದೆ. ಶ್ರೀ ಆಂಜನೇಯ ಸ್ವಾಮಿ ದೇವಸ್ಥಾನ ಟ್ರಸ್ಟ್ ವತಿಯಿಂದ ಆಯೋಜಿಸಲಾಗಿದೆ. [657, 791, 885, 827]
page-prefix: ಪುಟ [59, 58, 71, 67]
guarantee-body-col3: ತಿ.ನರಸೀಪುರ, ಜ.22- ರಾಜ್ಯ ಸರ್ಕಾರದ ಪಂಚ ಗ್ಯಾರಂಟಿ ಯೋಜನೆಗಳು ಬಡ ಜನರ ಆರ್ಥಿಕ ಅಭಿವೃದ್ಧಿಗೆ ಸಹಕಾರಿಯಾಗಿದ್ದು, ಪ್ರತಿ ಫಲಾನುಭವಿಗೂ ಯೋಜನೆಗಳ ಸೌಲಭ್ಯ ತಲುಪಿಸುವಂತೆ ಅಧಿಕಾರಿಗಳು ಕ್ರಮ ವಹಿಸಬೇಕು ಎಂದು ತಾಲೂಕು ಪಂಚ ಗ್ಯಾರಂಟಿ ಯೋಜನೆಗಳ ಅನುಷ್ಠಾನ ಸಮಿತಿ ಅಧ್ಯಕ್ಷರು ತಾಕೀತು ಮಾಡಿದರು. ತಾಲೂಕು ಪಂಚಾಯಿತಿ ಸಭಾಂಗಣದಲ್ಲಿ ನಡೆದ ಪ್ರಗತಿ ಪರಿಶೀಲನಾ ಸಭೆಯಲ್ಲಿ ಮಾತನಾಡಿದ ಅವರು, ಗೃಹಲಕ್ಷ್ಮಿ, ಗೃಹಜ್ಯೋತಿ, ಅನ್ನಭಾಗ್ಯ, ಶಕ್ತಿ ಹಾಗೂ ಯುವನಿಧಿ ಯೋಜನೆಗಳ ಪ್ರಗತಿ ಕುರಿತು ಮಾಹಿತಿ ಪಡೆದರು. ತಾಲೂಕಿನಲ್ಲಿ ಗೃಹಲಕ್ಷ್ಮಿ ಯೋಜನೆಯಡಿ 79,177 ಮಂದಿ ನೋಂದಣಿಯಾಗಿದ್ದು ಬಹುತೇಕರಿಗೆ ಹಣ ಜಮೆಯಾಗಿದೆ. ತಾಂತ್ರಿಕ ಸಮಸ್ಯೆಯಿಂದ ಹಣ ಪಡೆಯದವರ ಪಟ್ಟಿ ಸಿದ್ಧಪಡಿಸಿ ಸಮಸ್ಯೆ ಬಗೆಹರಿಸಬೇಕು. ಅನ್ನಭಾಗ್ಯ ಯೋಜನೆಯಡಿ ಪಡಿತರ ವಿತರಣೆಯಲ್ಲಿ ಲೋಪವಾಗದಂತೆ ಎಚ್ಚರ ವಹಿಸಬೇಕು. ಶಕ್ತಿ ಯೋಜನೆಯಡಿ ಮಹಿಳೆಯರಿಗೆ ಹೆಚ್ಚುವರಿ ಬಸ್ ವ್ಯವಸ್ಥೆ ಕಲ್ಪಿಸಬೇಕು ಎಂದರು. ಸಭೆಯಲ್ಲಿ ಸಮಿತಿ ಸದಸ್ಯರು, ತಾ.ಪಂ. ಇಒ ಹಾಗೂ ವಿವಿಧ ಇಲಾಖೆ ಅಧಿಕಾರಿಗಳು ಹಾಜರಿದ್ದರು. [282, 1212, 410, 1388]
color-mark [482, 1404, 490, 1412]
renuka-headline-1: ಇಂದು ರೇಣುಕಾ ಯಲ್ಲಮ್ಮ ತಾಯಿ [85, 486, 257, 503]
hunsur-headline-2: ಮಧುಮೇಹ ಶಿಬಿರದಲ್ಲಿ 161 ಮಂದಿಗೆ ಚಿಕಿತ್ಸೆ [314, 801, 629, 824]
color-mark [86, 1404, 94, 1412]
color-mark [840, 1404, 848, 1412]
hunsur-body-col1: ಹುಣಸೂರು, ಜ.22- ಮೈಸೂರು ಜಿಲ್ಲಾ ಅಂಧತ್ವ ನಿಯಂತ್ರಣ ಸಂಸ್ಥೆ, ಹುಣಸೂರಿನ ಸರ್ಕಾರಿ ಆಸ್ಪತ್ರೆ ಹಾಗೂ ರೋಟರಿ ಸಂಸ್ಥೆ ಸಹಯೋಗದಲ್ಲಿ ಏರ್ಪಡಿಸಿದ್ದ ಉಚಿತ ಕಣ್ಣಿನ ತಪಾಸಣೆ ಹಾಗೂ ಮಧುಮೇಹ ತಪಾಸಣಾ ಶಿಬಿರದಲ್ಲಿ 161 ಮಂದಿ ತಪಾಸಣೆಗೆ ಒಳಗಾದರು. ಶಿಬಿರದಲ್ಲಿ 103 ಜನರ ಕಣ್ಣಿನ ಪೊರೆ ಶಸ್ತ್ರಚಿಕಿತ್ಸೆಗೆ ಆಯ್ಕೆಯಾದರು. 70 ಜನರಿಗೆ ಕನ್ನಡಕ ವಿತರಿಸಲಾಯಿತು. ಸಕ್ಕರೆ ಕಾಯಿಲೆ ಇರುವವರಿಗೆ ಸೂಕ್ತ ಸಲಹೆ ನೀಡಲಾಯಿತು. ಆರೋಗ್ಯವೇ ಭಾಗ್ಯ, ಪ್ರತಿಯೊಬ್ಬರೂ ವರ್ಷಕ್ಕೊಮ್ಮೆ ತಪಾಸಣೆ ಮಾಡಿಸಿಕೊಳ್ಳಬೇಕು ಎಂದು ವೈದ್ಯರು ಸಲಹೆ ನೀಡಿದರು. [293, 834, 381, 982]
renuka-body-col2: ಹೆಚ್.ಡಿ.ಕೋಟೆ: ಪಟ್ಟಣದಲ್ಲಿರುವ ರೇಣುಕಾ ಯಲ್ಲಮ್ಮ ತಾಯಿ ದೇವಸ್ಥಾನದ 19ನೇ ವರ್ಷದ ವಾರ್ಷಿಕೋತ್ಸವ, ಕಲಶ ಪ್ರತಿಷ್ಠಾಪನೆ ಹಾಗೂ ವಿಶೇಷ ಪೂಜಾ ಕಾರ್ಯಕ್ರಮ ಜ.23ರಂದು ನಡೆಯಲಿದೆ ಎಂದು ದೇವಸ್ಥಾನ ಸಮಿತಿ ಅಧ್ಯಕ್ಷ ತಿಳಿಸಿದರು. ಪಟ್ಟಣದ ಪತ್ರಿಕಾ ಭವನದಲ್ಲಿ ಸುದ್ದಿಗೋಷ್ಠಿಯಲ್ಲಿ ಮಾತನಾಡಿ, ಬೆಳಿಗ್ಗೆ ಗಣಪತಿ ಪೂಜೆ, ಪುಣ್ಯಾಹ, ನವಗ್ರಹ ಪೂಜೆ, ಹೋಮ ಹವನಗಳು ನಡೆಯಲಿವೆ. ಮಧ್ಯಾಹ್ನ ಅನ್ನಸಂತರ್ಪಣೆ ಇರಲಿದೆ. ಭಕ್ತಾದಿಗಳು ಆಗಮಿಸಿ ತಾಯಿಯ ಕೃಪೆಗೆ ಪಾತ್ರರಾಗಬೇಕು ಎಂದು ಮನವಿ ಮಾಡಿದರು. [174, 594, 286, 695]
rama-headline-1: ತಿ.ನರಸೀಪುರದಲ್ಲಿ ಶ್ರೀ ರಾಮನ [686, 96, 858, 115]
hunsur-body-col2: ಹುಣಸೂರು, ಜ.22- ಮೈಸೂರು ಜಿಲ್ಲಾ ಅಂಧತ್ವ ನಿಯಂತ್ರಣ ಸಂಸ್ಥೆ, ಹುಣಸೂರಿನ ಸರ್ಕಾರಿ ಆಸ್ಪತ್ರೆ ಹಾಗೂ ರೋಟರಿ ಸಂಸ್ಥೆ ಸಹಯೋಗದಲ್ಲಿ ಏರ್ಪಡಿಸಿದ್ದ ಉಚಿತ ಕಣ್ಣಿನ ತಪಾಸಣೆ ಹಾಗೂ ಮಧುಮೇಹ ತಪಾಸಣಾ ಶಿಬಿರದಲ್ಲಿ 161 ಮಂದಿ ತಪಾಸಣೆಗೆ ಒಳಗಾದರು. ಶಿಬಿರದಲ್ಲಿ 103 ಜನರ ಕಣ್ಣಿನ ಪೊರೆ ಶಸ್ತ್ರಚಿಕಿತ್ಸೆಗೆ ಆಯ್ಕೆಯಾದರು. 70 ಜನರಿಗೆ ಕನ್ನಡಕ ವಿತರಿಸಲಾಯಿತು. ಸಕ್ಕರೆ ಕಾಯಿಲೆ ಇರುವವರಿಗೆ ಸೂಕ್ತ ಸಲಹೆ ನೀಡಲಾಯಿತು. ಆರೋಗ್ಯವೇ ಭಾಗ್ಯ, ಪ್ರತಿಯೊಬ್ಬರೂ ವರ್ಷಕ್ಕೊಮ್ಮೆ ತಪಾಸಣೆ ಮಾಡಿಸಿಕೊಳ್ಳಬೇಕು ಎಂದು ವೈದ್ಯರು ಸಲಹೆ ನೀಡಿದರು. [385, 834, 473, 982]
hunsur-body-col4: ಹುಣಸೂರು, ಜ.22- ಮೈಸೂರು ಜಿಲ್ಲಾ ಅಂಧತ್ವ ನಿಯಂತ್ರಣ ಸಂಸ್ಥೆ, ಹುಣಸೂರಿನ ಸರ್ಕಾರಿ ಆಸ್ಪತ್ರೆ ಹಾಗೂ ರೋಟರಿ ಸಂಸ್ಥೆ ಸಹಯೋಗದಲ್ಲಿ ಏರ್ಪಡಿಸಿದ್ದ ಉಚಿತ ಕಣ್ಣಿನ ತಪಾಸಣೆ ಹಾಗೂ ಮಧುಮೇಹ ತಪಾಸಣಾ ಶಿಬಿರದಲ್ಲಿ 161 ಮಂದಿ ತಪಾಸಣೆಗೆ ಒಳಗಾದರು. ಶಿಬಿರದಲ್ಲಿ 103 ಜನರ ಕಣ್ಣಿನ ಪೊರೆ ಶಸ್ತ್ರಚಿಕಿತ್ಸೆಗೆ ಆಯ್ಕೆಯಾದರು. 70 ಜನರಿಗೆ ಕನ್ನಡಕ ವಿತರಿಸಲಾಯಿತು. ಸಕ್ಕರೆ ಕಾಯಿಲೆ ಇರುವವರಿಗೆ ಸೂಕ್ತ ಸಲಹೆ ನೀಡಲಾಯಿತು. ಆರೋಗ್ಯವೇ ಭಾಗ್ಯ, [564, 910, 648, 1030]
issue-date: ಶುಕ್ರವಾರ 23 ಜನವರಿ 2026 [753, 52, 890, 67]
color-mark [62, 1404, 70, 1412]
rama-body-col1: ತಿ.ನರಸೀಪುರ, ಜ.22- ಅಯೋಧ್ಯೆಯಲ್ಲಿ ರಾಮಲಲ್ಲಾ ಪ್ರತಿಷ್ಠಾಪನೆಯ 2ನೇ ವರ್ಷದ ವಾರ್ಷಿಕೋತ್ಸವದ ಅಂಗವಾಗಿ ಪಟ್ಟಣದ ವಿವಿಧ ಬಡಾವಣೆಗಳಲ್ಲಿ ಶ್ರೀ ರಾಮನ ಆರಾಧನೆ ಮತ್ತು ಸಂಭ್ರಮಾಚರಣೆ ನಡೆಯಿತು. ಪಟ್ಟಣದ ಶ್ರೀ ರಾಮ ಮಂದಿರದಲ್ಲಿ ವಿಶೇಷ ಪೂಜೆ, ಅಭಿಷೇಕ, ಭಜನೆ ಕಾರ್ಯಕ್ರಮಗಳು ನಡೆದವು. ಭಕ್ತರು ರಾಮನಾಮ ಜಪಿಸುತ್ತಾ ಸಿಹಿ ಹಂಚಿ ಸಂಭ್ರಮಿಸಿದರು. ಕಾರ್ಯಕ್ರಮದಲ್ಲಿ ಹಿರಿಯ ಮುಖಂಡರು, ಹಿಂದೂ ಸಂಘಟನೆಗಳ ಕಾರ್ಯಕರ್ತರು, ಮಹಿಳೆಯರು ಪಾಲ್ಗೊಂಡಿದ್ದರು. ನಂತರ ಭಕ್ತರಿಗೆ ಪ್ರಸಾದ ವಿನಿಯೋಗ ಮಾಡಲಾಯಿತು. ಶ್ರೀರಾಮ ಸೇನೆ, ಬಜರಂಗದಳ, ವಿಶ್ವ ಹಿಂದೂ ಪರಿಷತ್ ಮುಖಂಡರು ಹಾಜರಿದ್ದರು. [657, 216, 769, 345]
lead-body-col2: ಸಾ.ರಾ.ಮಹೇಶ್ ಅಣ್ಣ ಅವರು ಶಾಸಕರಾಗಿದ್ದ ವೇಳೆ ಹದಿನೈದು ವರ್ಷಗಳಲ್ಲಿ ಅಧಿಕಾರಿಗಳು ಈ ರೀತಿ ನಡೆದುಕೊಳ್ಳುತ್ತಿರಲಿಲ್ಲ. ಜನರ ಕೆಲಸಗಳು ಸಮಯಕ್ಕೆ ಸರಿಯಾಗಿ ಆಗುತ್ತಿದ್ದವು. ಈಗ ಯಾವುದೇ ಕೆಲಸ ಆಗುತ್ತಿಲ್ಲ ಎಂದು ಅಸಮಾಧಾನ ವ್ಯಕ್ತಪಡಿಸಿದರು. ಕೆರೆ ಹಂತದಲ್ಲಿರುವ ರೈತರ ಜಮೀನುಗಳಿಗೆ ನಾಲೆ ನೀರು ತಲುಪದ ಕಾರಣದಿಂದ ಎಲ್ಲಾ ನಾಲೆಗಳಿಗೂ ನೀರು ಹರಿಸಬೇಕು ಎಂದು ಒತ್ತಾಯಿಸಿದರು. ಜೆಡಿಎಸ್ ತಾಲೂಕು ಅಧ್ಯಕ್ಷ, ಗ್ರಾ.ಪಂ. ಸದಸ್ಯರು, ಮುಖಂಡರು ಹಾಜರಿದ್ದರು. [206, 345, 350, 419]
color-mark [458, 1404, 466, 1412]
color-mark [864, 1404, 872, 1412]
anna-photo [58, 796, 286, 862]
hunsur-headline-1: ಹುಣಸೂರಿನಲ್ಲಿ ಉಚಿತ ಕಣ್ಣಿನ ತಪಾಸಣೆ, [335, 773, 608, 796]
guarantee-subhead-bar: ಪಂಚ ಗ್ಯಾರಂಟಿ ಪ್ರಗತಿ ಪರಿಶೀಲನಾ ಸಭೆಯಲ್ಲಿ ಅಧ್ಯಕ್ಷರಿಂದ ತಾಕೀತು [58, 1087, 648, 1115]
janaspandana-photo [537, 527, 765, 645]
header-rule [313, 77, 886, 79]
obituary-portrait [660, 1272, 736, 1358]
mahadeshwara-photo [657, 902, 885, 1008]
janaspandana-body-col1: ನಂಜನಗೂಡು: ಜನಸ್ಪಂದನಾ ಸಭೆಯಲ್ಲಿ ಸಾರ್ವಜನಿಕರು ನೀಡಿದ ಅರ್ಜಿಗಳನ್ನು ನಿಗದಿತ ಅವಧಿಯಲ್ಲಿ ವಿಲೇವಾರಿ ಮಾಡಿ ಜನರ ಕೆಲಸ ಮಾಡಿಕೊಡಬೇಕು, ವಿನಾಕಾರಣ ಕಚೇರಿಗೆ ಅಲೆದಾಡಿಸಬಾರದು ಎಂದು ಸಂಸದ ಸುನೀಲ್ ಬೋಸ್ ಅಧಿಕಾರಿಗಳಿಗೆ ಸೂಚನೆ ನೀಡಿದರು. ತಾಲೂಕು ಆಡಳಿತ ಸೌಧದಲ್ಲಿ ನಡೆದ ಜನಸ್ಪಂದನಾ ಕಾರ್ಯಕ್ರಮದಲ್ಲಿ ಅವರು ಮಾತನಾಡಿದರು. ಸರ್ಕಾರದ ಯೋಜನೆಗಳನ್ನು ಅರ್ಹ ಫಲಾನುಭವಿಗಳಿಗೆ ತಲುಪಿಸುವುದು ಅಧಿಕಾರಿಗಳ ಕರ್ತವ್ಯವಾಗಿದೆ. ಸಭೆಯಲ್ಲಿ 96 ಅರ್ಜಿಗಳು ಸ್ವೀಕೃತವಾಗಿದ್ದು, ಸ್ಥಳದಲ್ಲೇ ಹಲವು ಅರ್ಜಿಗಳಿಗೆ ಪರಿಹಾರ ಒದಗಿಸಲಾಯಿತು. ಕಂದಾಯ, ಭೂದಾಖಲೆ, ಪಿಂಚಣಿ, ಕುಡಿಯುವ ನೀರು, ರಸ್ತೆ ಸಮಸ್ಯೆಗಳ ಕುರಿತು ಸಾರ್ವಜನಿಕರು ಅಹವಾಲು ಸಲ್ಲಿಸಿದರು. ತಹಸೀಲ್ದಾರ್, ತಾ.ಪಂ. ಇಒ ಸೇರಿದಂತೆ ವಿವಿಧ ಇಲಾಖೆ ಅಧಿಕಾರಿಗಳು ಹಾಜರಿದ್ದರು. [293, 538, 411, 686]
lead-photo [206, 194, 499, 318]
